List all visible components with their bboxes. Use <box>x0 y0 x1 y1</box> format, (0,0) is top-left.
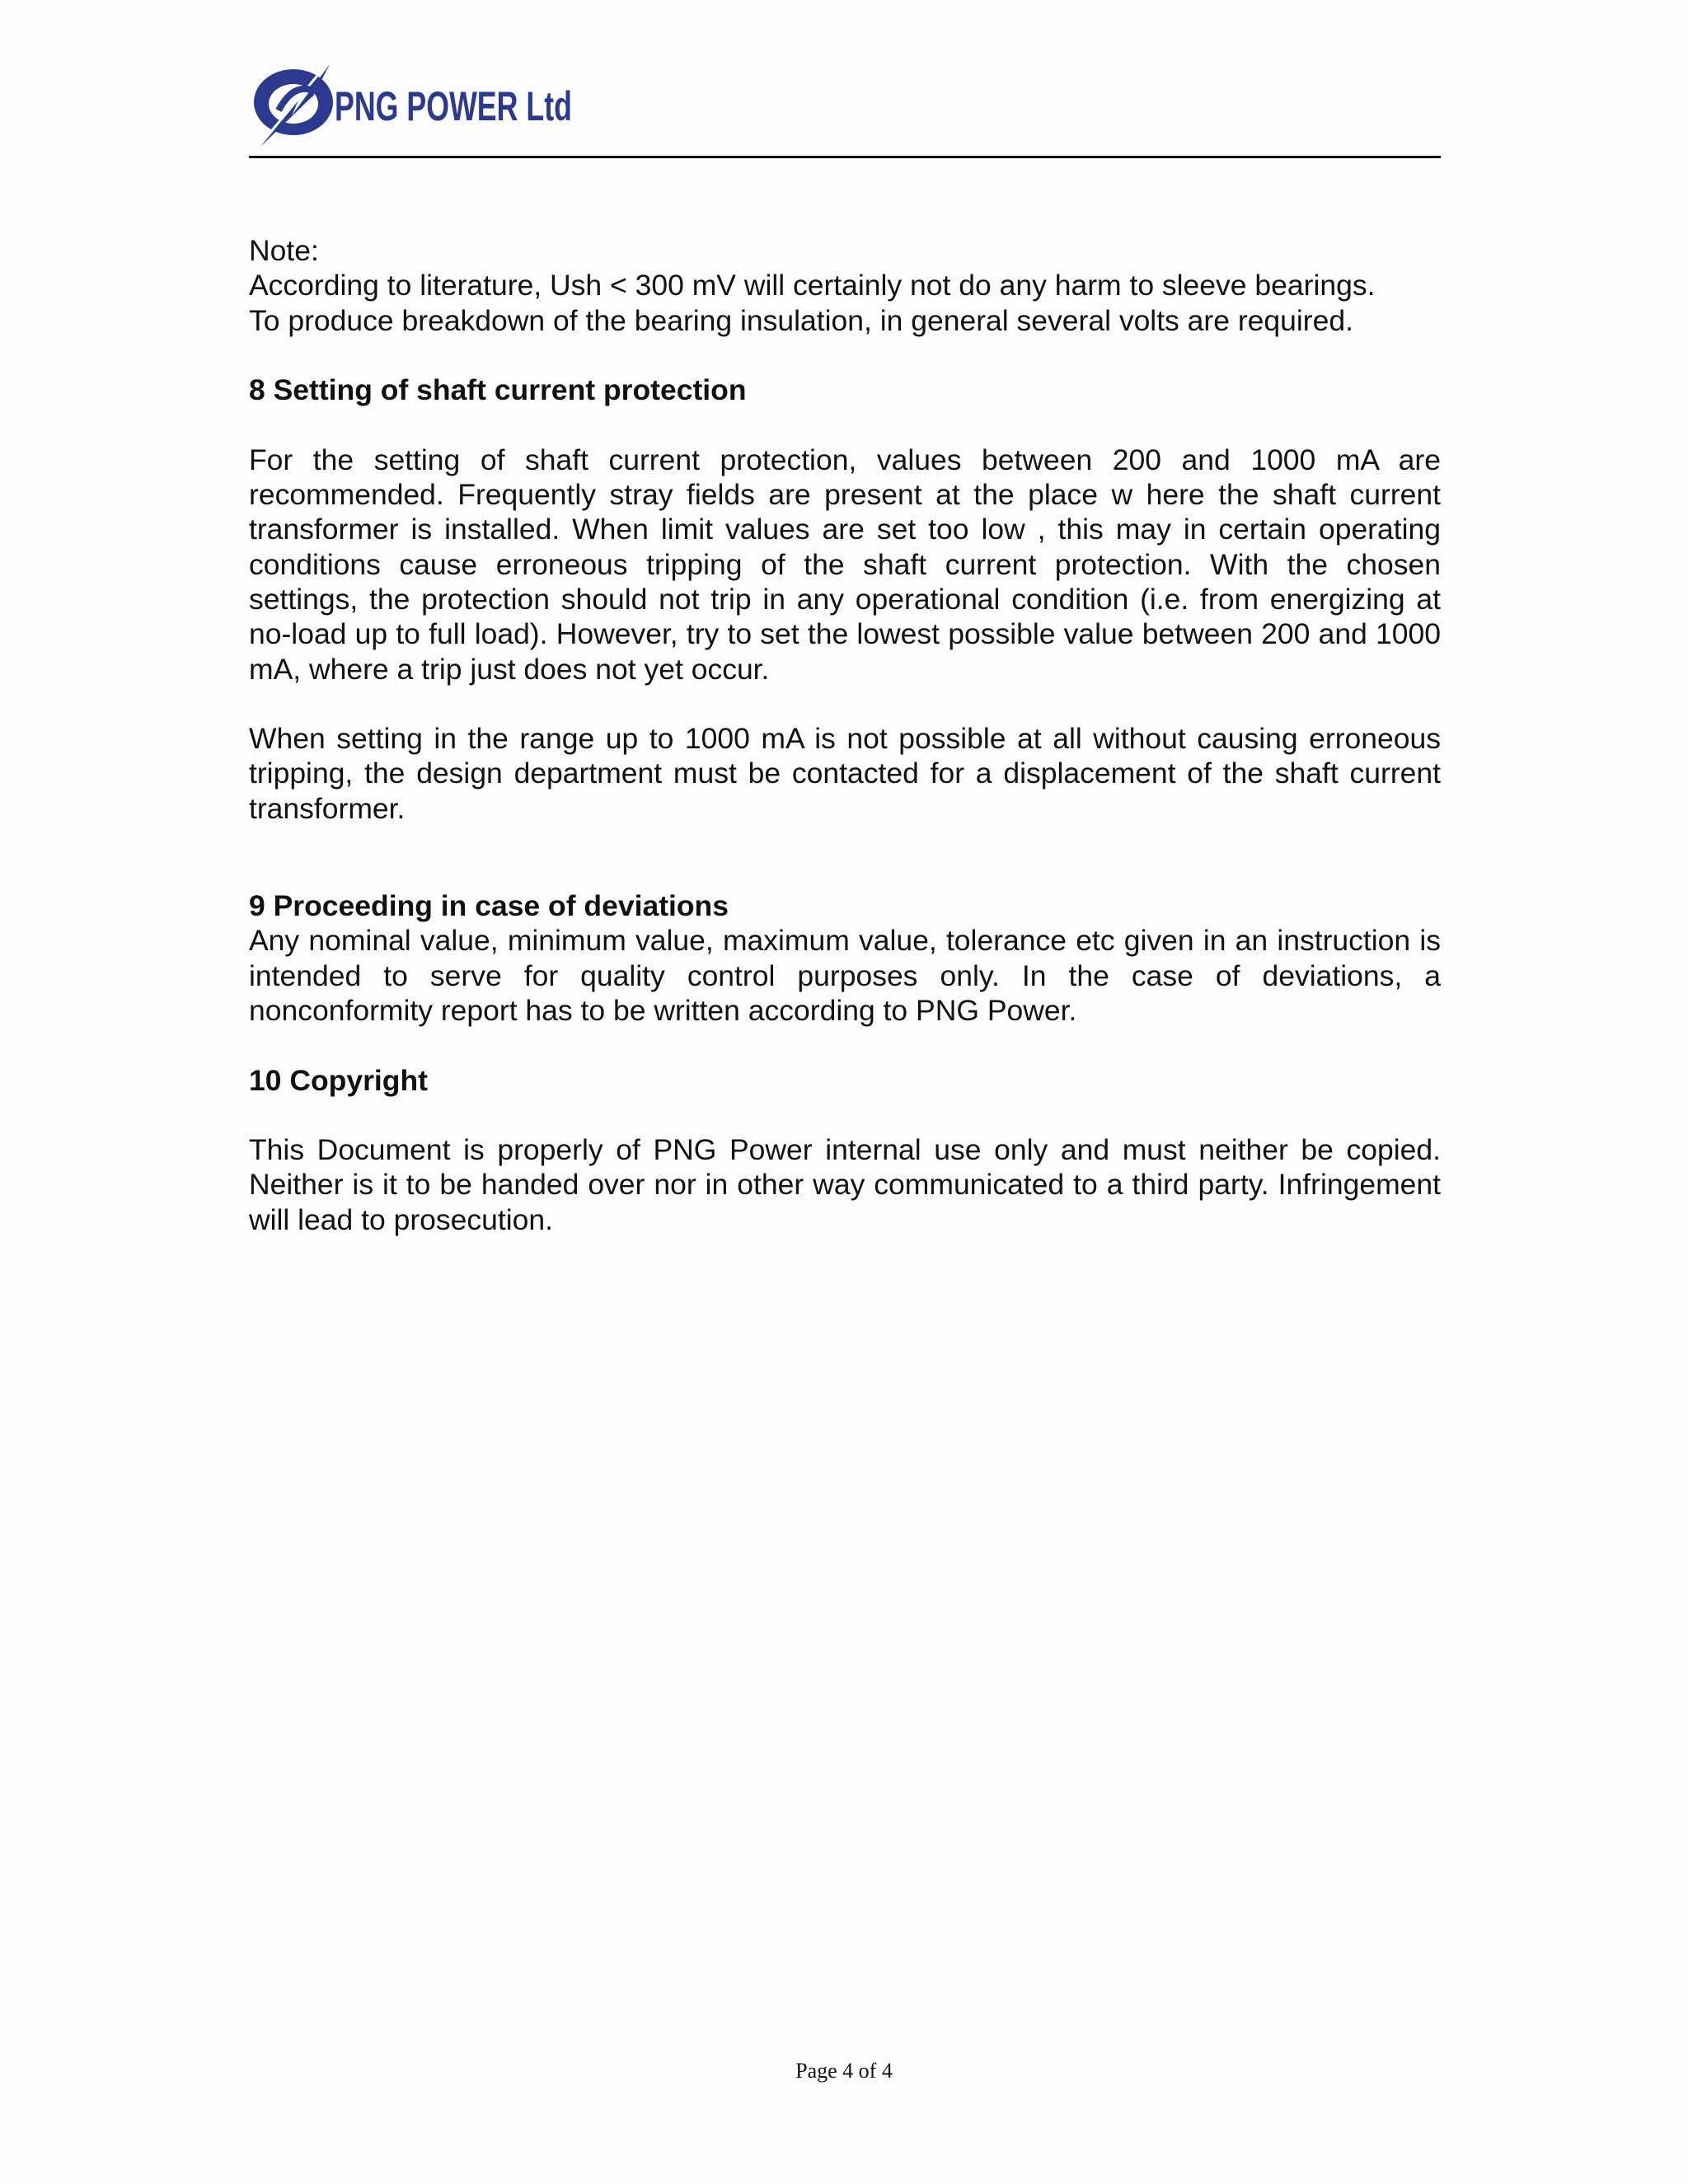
page-header <box>249 51 1441 160</box>
section-heading: 9 Proceeding in case of deviations <box>249 889 729 923</box>
paragraph: This Document is properly of PNG Power internal use only and must neither be copied. Neither is it to be handed over nor in other way communicated to a third party. Infringement will lead to prosecution. <box>249 1133 1441 1236</box>
paragraph: For the setting of shaft current protection, values between 200 and 1000 mA are recommended. Frequently stray fields are present at the place w here the shaft current transformer is installed. When limit values are set too low , this may in certain operating conditions cause erroneous tripping of the shaft current protection. With the chosen settings, the protection should not trip in any operational condition (i.e. from energizing at no-load up to full load). However, try to set the lowest possible value between 200 and 1000 mA, where a trip just does not yet occur. <box>249 443 1441 686</box>
png-power-logo <box>249 58 579 150</box>
logo-text: PNG POWER Ltd <box>335 83 572 129</box>
note-line: According to literature, Ush < 300 mV will certainly not do any harm to sleeve bearings. <box>249 269 1376 302</box>
page-number: Page 4 of 4 <box>795 2059 893 2083</box>
document-body <box>249 233 1441 1237</box>
paragraph: Any nominal value, minimum value, maximum value, tolerance etc given in an instruction is intended to serve for quality control purposes only. In the case of deviations, a nonconformity report has to be written according to PNG Power. <box>249 924 1441 1027</box>
section-heading: 8 Setting of shaft current protection <box>249 373 747 407</box>
section-heading: 10 Copyright <box>249 1063 428 1097</box>
header-divider <box>249 156 1441 158</box>
paragraph: When setting in the range up to 1000 mA is not possible at all without causing erroneous tripping, the design department must be contacted for a displacement of the shaft current transformer. <box>249 722 1441 825</box>
note-label: Note: <box>249 234 319 267</box>
note-line: To produce breakdown of the bearing insulation, in general several volts are required. <box>249 303 1353 337</box>
